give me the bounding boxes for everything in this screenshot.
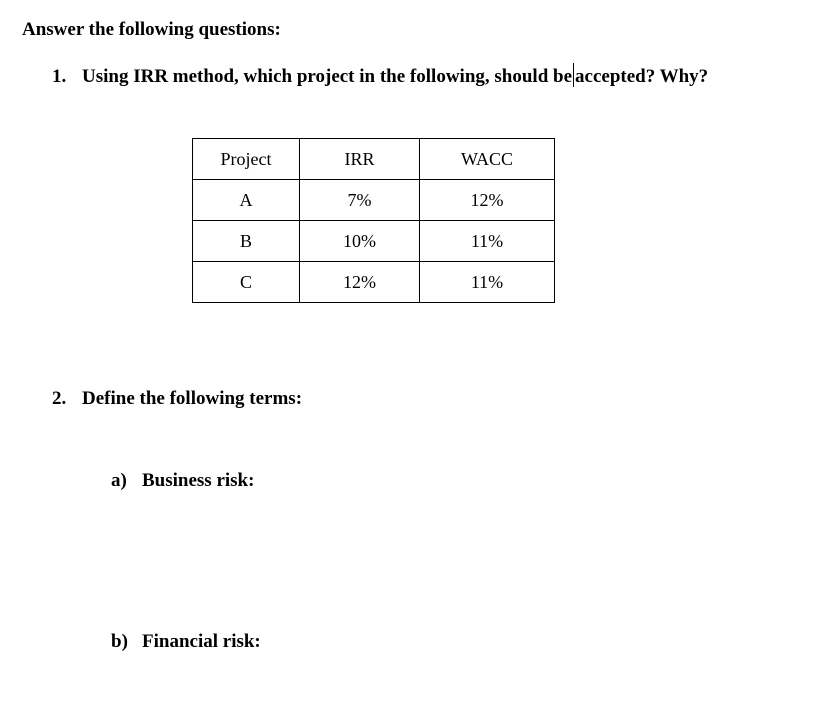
term-b-label: Financial risk:	[142, 631, 261, 652]
cell-irr: 7%	[300, 180, 420, 221]
table-row	[193, 221, 555, 262]
text-cursor	[573, 63, 574, 87]
cell-irr: 12%	[300, 262, 420, 303]
question-2-number: 2.	[52, 388, 67, 409]
question-1-text-start: Using IRR method, which project in the following, should be	[82, 66, 573, 87]
cell-wacc: 11%	[420, 262, 555, 303]
question-2	[52, 388, 302, 410]
table-header-row	[193, 139, 555, 180]
cell-irr: 10%	[300, 221, 420, 262]
table-row	[193, 180, 555, 221]
term-a-letter: a)	[111, 470, 127, 491]
question-1-number: 1.	[52, 66, 67, 87]
question-2-text: Define the following terms:	[82, 388, 303, 409]
table-row	[193, 262, 555, 303]
question-1-text-end: accepted? Why?	[575, 66, 709, 87]
question-1	[52, 63, 708, 88]
cell-wacc: 11%	[420, 221, 555, 262]
term-b-letter: b)	[111, 631, 128, 652]
term-business-risk	[111, 470, 254, 492]
irr-wacc-table	[192, 138, 555, 303]
header-wacc: WACC	[420, 139, 555, 180]
header-project: Project	[193, 139, 300, 180]
cell-wacc: 12%	[420, 180, 555, 221]
term-financial-risk	[111, 631, 261, 653]
header-irr: IRR	[300, 139, 420, 180]
cell-project: B	[193, 221, 300, 262]
page-heading: Answer the following questions:	[22, 19, 281, 40]
cell-project: A	[193, 180, 300, 221]
term-a-label: Business risk:	[142, 470, 255, 491]
cell-project: C	[193, 262, 300, 303]
